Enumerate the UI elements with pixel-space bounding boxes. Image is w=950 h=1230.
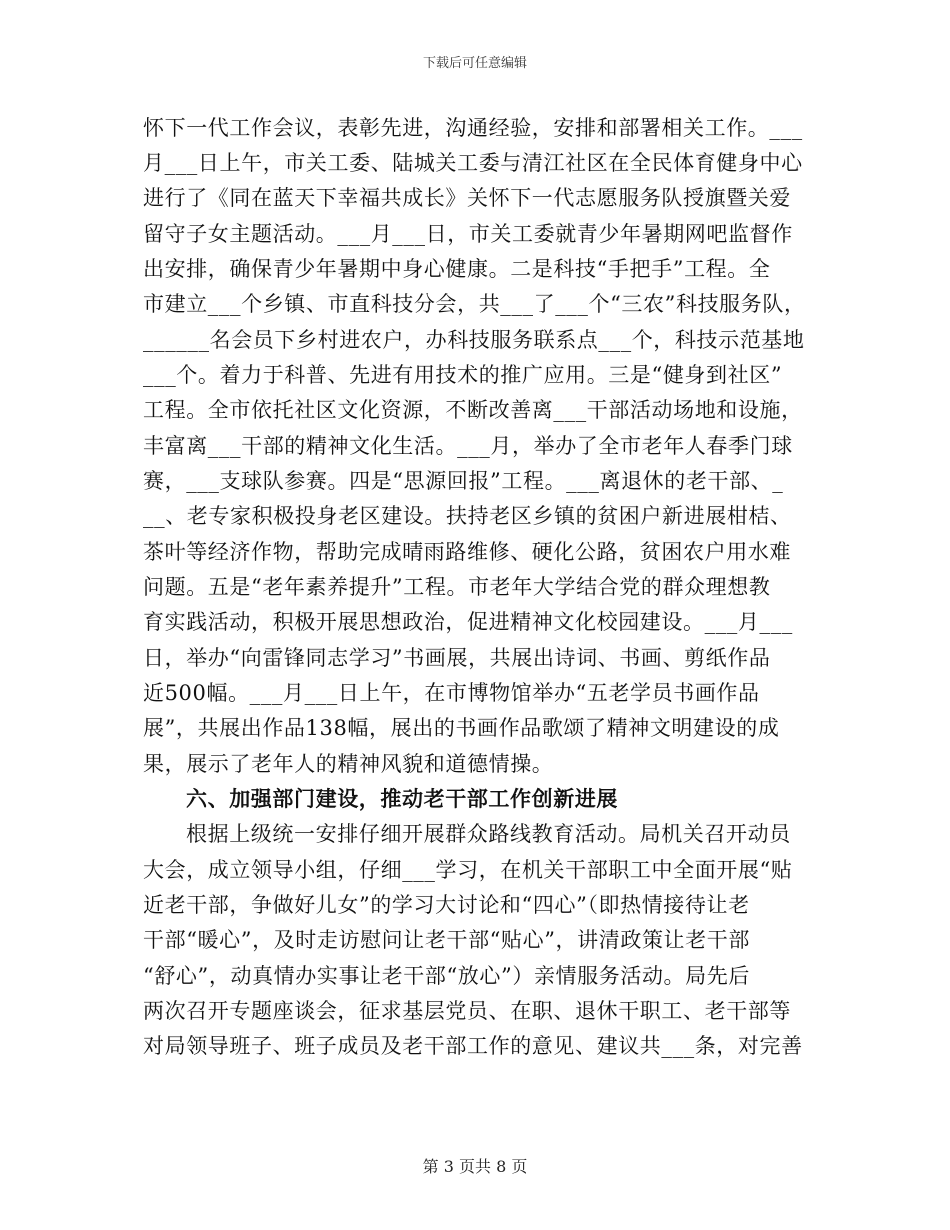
text-line: “舒心”，动真情办实事让老干部“放心”）亲情服务活动。局先后 [143, 964, 750, 988]
text-line: 怀下一代工作会议，表彰先进，沟通经验，安排和部署相关工作。___ [143, 116, 803, 140]
text-line: 月___日上午，市关工委、陆城关工委与清江社区在全民体育健身中心 [143, 151, 803, 175]
text-line: ___个。着力于科普、先进有用技术的推广应用。三是“健身到社区” [143, 363, 783, 387]
text-line: 育实践活动，积极开展思想政治，促进精神文化校园建设。___月___ [143, 610, 793, 634]
page-header: 下载后可任意编辑 [422, 56, 527, 71]
text-line: 工程。全市依托社区文化资源，不断改善离___干部活动场地和设施， [143, 398, 803, 422]
text-line: 进行了《同在蓝天下幸福共成长》关怀下一代志愿服务队授旗暨关爱 [143, 186, 791, 210]
text-line: 根据上级统一安排仔细开展群众路线教育活动。局机关召开动员 [186, 822, 791, 846]
text-line: 市建立___个乡镇、市直科技分会，共___了___个“三农”科技服务队， [143, 292, 806, 316]
text-line: __、老专家积极投身老区建设。扶持老区乡镇的贫困户新进展柑桔、 [143, 504, 792, 528]
text-line: 近500幅。___月___日上午，在市博物馆举办“五老学员书画作品 [143, 681, 760, 705]
text-line: 留守子女主题活动。___月___日，市关工委就青少年暑期网吧监督作 [143, 222, 793, 246]
text-line: 干部“暖心”，及时走访慰问让老干部“贴心”，讲清政策让老干部 [143, 928, 750, 952]
section-heading: 六、加强部门建设，推动老干部工作创新进展 [186, 786, 618, 811]
text-line: 对局领导班子、班子成员及老干部工作的意见、建议共___条，对完善 [143, 1034, 803, 1058]
text-line: ______名会员下乡村进农户，办科技服务联系点___个，科技示范基地 [143, 328, 805, 352]
text-line: 出安排，确保青少年暑期中身心健康。二是科技“手把手”工程。全 [143, 257, 771, 281]
text-line: 展”，共展出作品138幅，展出的书画作品歌颂了精神文明建设的成 [143, 716, 780, 740]
page-footer: 第 3 页共 8 页 [422, 1157, 528, 1176]
text-line: 茶叶等经济作物，帮助完成晴雨路维修、硬化公路，贫困农户用水难 [143, 540, 791, 564]
text-line: 丰富离___干部的精神文化生活。___月，举办了全市老年人春季门球 [143, 434, 793, 458]
text-line: 日，举办“向雷锋同志学习”书画展，共展出诗词、书画、剪纸作品 [143, 646, 771, 670]
text-line: 果，展示了老年人的精神风貌和道德情操。 [143, 752, 554, 776]
text-line: 赛，___支球队参赛。四是“思源回报”工程。___离退休的老干部、_ [143, 469, 784, 493]
text-line: 两次召开专题座谈会，征求基层党员、在职、退休干职工、老干部等 [143, 999, 791, 1023]
text-line: 大会，成立领导小组，仔细___学习，在机关干部职工中全面开展“贴 [143, 858, 793, 882]
text-line: 问题。五是“老年素养提升”工程。市老年大学结合党的群众理想教 [143, 575, 771, 599]
text-line: 近老干部，争做好儿女”的学习大讨论和“四心”（即热情接待让老 [143, 893, 750, 917]
